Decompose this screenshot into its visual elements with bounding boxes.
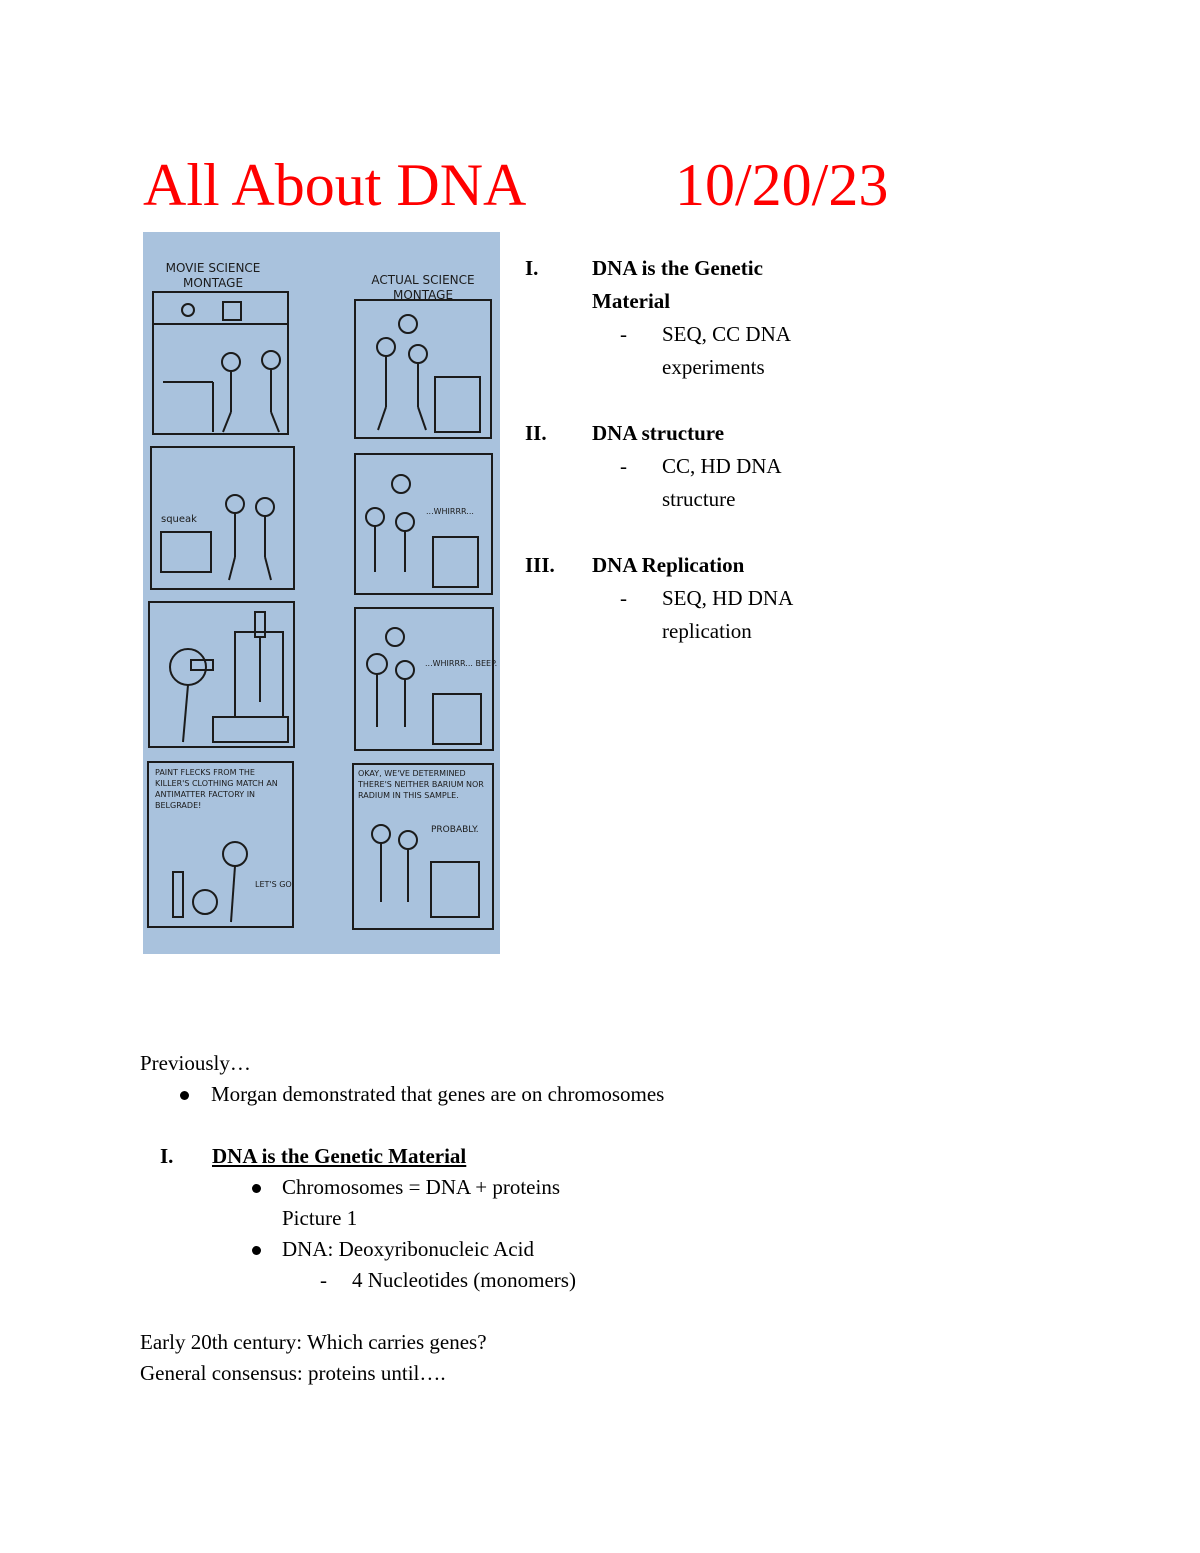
bullet-icon (252, 1246, 261, 1255)
outline-item (525, 417, 845, 516)
svg-text:MONTAGE: MONTAGE (182, 276, 244, 290)
comic-squeak: squeak (161, 514, 197, 525)
section-number: I. (160, 1144, 174, 1168)
picture-text: Picture 1 (282, 1206, 358, 1230)
outline-sub-line: replication (662, 619, 752, 643)
comic-paint-text: PAINT FLECKS FROM THE KILLER'S CLOTHING MATCH AN ANTIMATTER FACTORY IN BELGRADE! (155, 768, 278, 810)
outline-sub (592, 582, 845, 648)
comic-panel-r3 (355, 608, 493, 750)
page-title: All About DNA (143, 152, 527, 218)
comic-panel-r1 (355, 300, 491, 438)
outline-number: III. (525, 553, 555, 577)
bullet-icon (180, 1091, 189, 1100)
outline-sub (592, 318, 845, 384)
comic-photo (143, 232, 500, 954)
outline-heading: DNA structure (592, 421, 725, 445)
outline-heading: DNA Replication (592, 553, 745, 577)
comic-panel-r2 (355, 454, 492, 594)
bullet-line (140, 1234, 1040, 1265)
consensus-text: General consensus: proteins until…. (140, 1361, 446, 1385)
morgan-text: Morgan demonstrated that genes are on chromosomes (211, 1082, 665, 1106)
comic-probably: PROBABLY. (431, 825, 479, 835)
early-text: Early 20th century: Which carries genes? (140, 1330, 487, 1354)
bullet-icon (252, 1184, 261, 1193)
outline-dash: - (620, 586, 627, 610)
outline-number: I. (525, 256, 539, 280)
outline-sub-line: experiments (662, 355, 765, 379)
early-line (140, 1327, 1040, 1358)
bullet-line (140, 1079, 1040, 1110)
notes-body (140, 1048, 1040, 1389)
comic-letsgo: LET'S GO! (255, 880, 295, 889)
nucleotides-text: 4 Nucleotides (monomers) (352, 1268, 576, 1292)
dash-mark: - (320, 1268, 327, 1292)
outline-item (525, 252, 845, 384)
section-heading-line (140, 1141, 1040, 1172)
dash-line (140, 1265, 1040, 1296)
page-date: 10/20/23 (675, 152, 889, 218)
outline-dash: - (620, 322, 627, 346)
previously-line (140, 1048, 1040, 1079)
section-heading: DNA is the Genetic Material (212, 1144, 467, 1168)
outline-sub-line: structure (662, 487, 736, 511)
comic-okay-text: OKAY, WE'VE DETERMINED THERE'S NEITHER BARIUM NOR RADIUM IN THIS SAMPLE. (358, 769, 484, 800)
outline-sub-line: SEQ, HD DNA (662, 586, 794, 610)
topic-outline (525, 252, 845, 681)
dna-text: DNA: Deoxyribonucleic Acid (282, 1237, 534, 1261)
svg-text:MONTAGE: MONTAGE (392, 288, 454, 302)
picture-line (140, 1203, 1040, 1234)
comic-whirr-1: ...WHIRRR... (426, 507, 474, 516)
bullet-line (140, 1172, 1040, 1203)
comic-whirr-2: ...WHIRRR... BEEP. (425, 659, 498, 668)
comic-drawing (143, 232, 500, 954)
comic-right-header: ACTUAL SCIENCE (371, 273, 475, 287)
outline-sub-line: CC, HD DNA (662, 454, 782, 478)
comic-panel-l1 (153, 292, 288, 434)
outline-item (525, 549, 845, 648)
outline-heading: DNA is the Genetic Material (592, 256, 763, 313)
outline-sub-line: SEQ, CC DNA (662, 322, 791, 346)
comic-left-header: MOVIE SCIENCE (165, 261, 261, 275)
outline-dash: - (620, 454, 627, 478)
previously-text: Previously… (140, 1051, 251, 1075)
title-row (143, 150, 889, 220)
outline-sub (592, 450, 845, 516)
consensus-line (140, 1358, 1040, 1389)
chromosomes-text: Chromosomes = DNA + proteins (282, 1175, 561, 1199)
outline-number: II. (525, 421, 547, 445)
